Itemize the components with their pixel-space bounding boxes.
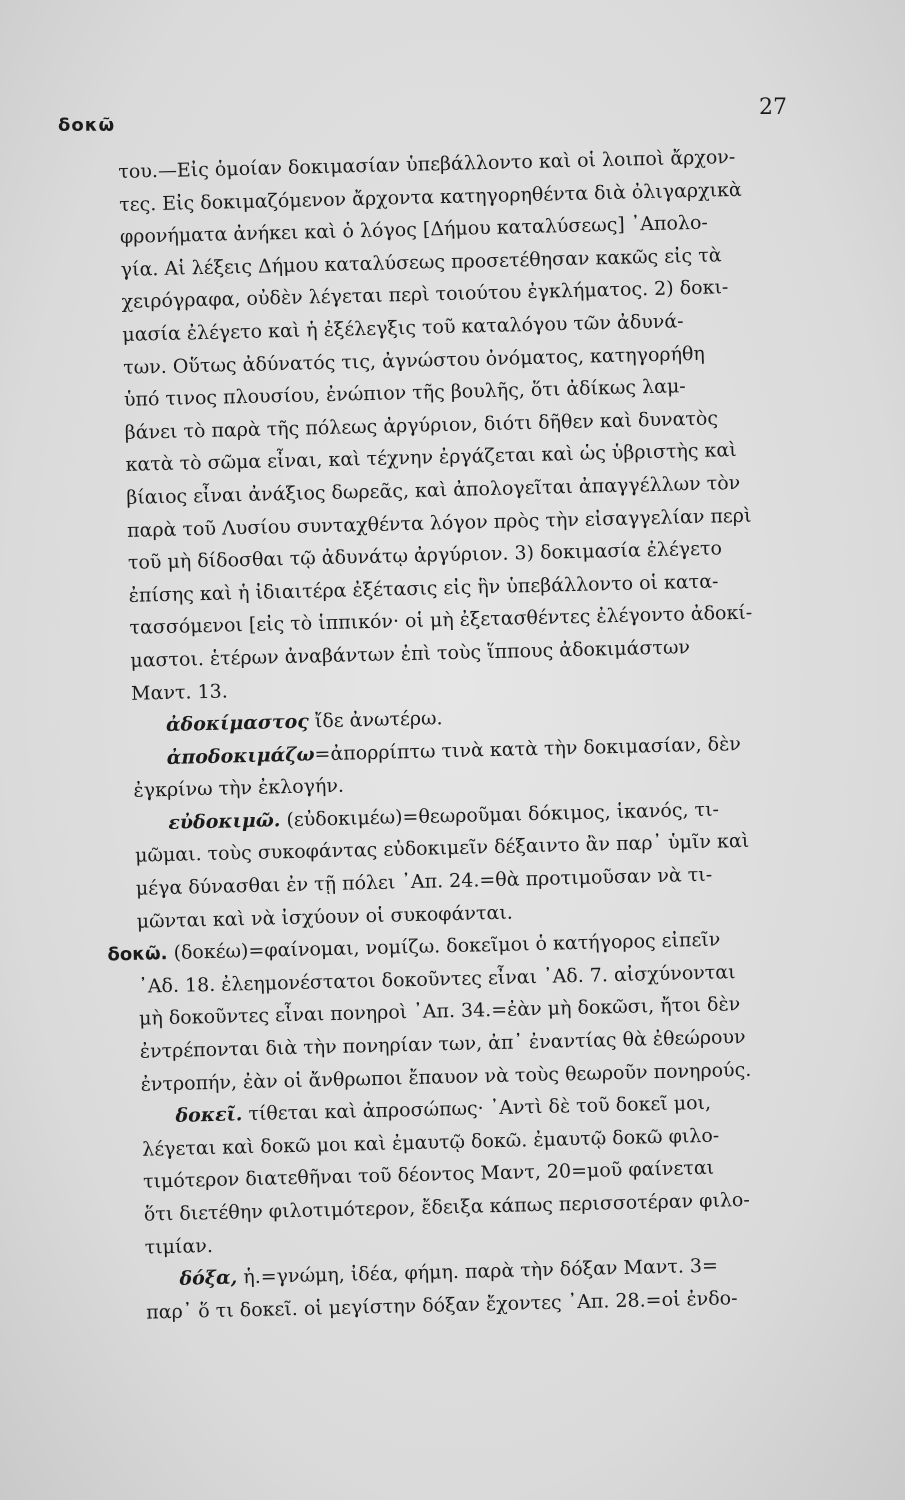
text-line: τοῦ μὴ δίδοσθαι τῷ ἀδυνάτῳ ἀργύριον. 3) δοκιμασία ἐλέγετο <box>127 537 723 575</box>
text-line: Μαντ. 13. <box>130 679 229 705</box>
text-line: γία. Αἱ λέξεις Δήμου καταλύσεως προσετέθησαν κακῶς εἰς τὰ <box>120 244 722 281</box>
lemma: ἀποδοκιμάζω <box>166 743 315 769</box>
text-line: ἐπίσης καὶ ἡ ἰδιαιτέρα ἐξέτασις εἰς ἣν ὑπεβάλλοντο οἱ κατα- <box>128 570 719 607</box>
text-line: λέγεται καὶ δοκῶ μοι καὶ ἐμαυτῷ δοκῶ. ἐμαυτῷ δοκῶ φιλο- <box>142 1124 720 1161</box>
entry-dokei: δοκεῖ. τίθεται καὶ ἀπροσώπως· ᾿Αντὶ δὲ τοῦ δοκεῖ μοι, <box>175 1092 712 1128</box>
text-line: φρονήματα ἀνήκει καὶ ὁ λόγος [Δήμου καταλύσεως] ᾿Απολο- <box>119 211 709 249</box>
text-line: τες. Εἰς δοκιμαζόμενον ἄρχοντα κατηγορηθέντα διὰ ὀλιγαρχικὰ <box>118 178 743 216</box>
lemma: ἀδοκίμαστος <box>165 710 310 737</box>
text-line: μαστοι. ἑτέρων ἀναβάντων ἐπὶ τοὺς ἵππους ἀδοκιμάστων <box>130 636 691 672</box>
text-line: ᾿Αδ. 18. ἐλεημονέστατοι δοκοῦντες εἶναι ᾿Αδ. 7. αἰσχύνονται <box>138 961 736 998</box>
text-line: ἐγκρίνω τὴν ἐκλογήν. <box>133 774 345 803</box>
page-number: 27 <box>759 95 787 120</box>
text-line: ὑπό τινος πλουσίου, ἐνώπιον τῆς βουλῆς, ὅτι ἀδίκως λαμ- <box>123 375 686 412</box>
text-line: του.—Εἰς ὁμοίαν δοκιμασίαν ὑπεβάλλοντο καὶ οἱ λοιποὶ ἄρχον- <box>118 145 736 183</box>
running-head: δοκῶ <box>58 115 116 136</box>
text-line: παρὰ τοῦ Λυσίου συνταχθέντα λόγον πρὸς τὴν εἰσαγγελίαν περὶ <box>126 504 752 542</box>
text-line: βίαιος εἶναι ἀνάξιος δωρεᾶς, καὶ ἀπολογεῖται ἀπαγγέλλων τὸν <box>126 471 741 509</box>
page-header <box>58 95 787 135</box>
entry-adokimastos: ἀδοκίμαστος ἴδε ἀνωτέρω. <box>165 707 443 737</box>
text-line: μῶμαι. τοὺς συκοφάντας εὐδοκιμεῖν δέξαιντο ἂν παρ᾿ ὑμῖν καὶ <box>134 830 750 868</box>
text-line: μὴ δοκοῦντες εἶναι πονηροὶ ᾿Απ. 34.=ἐὰν μὴ δοκῶσι, ἤτοι δὲν <box>138 993 741 1031</box>
lemma: εὐδοκιμῶ. <box>168 809 281 834</box>
entry-apodokimazo: ἀποδοκιμάζω=ἀπορρίπτω τινὰ κατὰ τὴν δοκιμασίαν, δὲν <box>166 732 742 769</box>
text-line: χειρόγραφα, οὐδὲν λέγεται περὶ τοιούτου ἐγκλήματος. 2) δοκι- <box>121 276 729 314</box>
text-line: των. Οὕτως ἀδύνατός τις, ἀγνώστου ὀνόματος, κατηγορήθη <box>122 342 706 379</box>
text-line: μέγα δύνασθαι ἐν τῇ πόλει ᾿Απ. 24.=θὰ προτιμοῦσαν νὰ τι- <box>135 863 713 900</box>
text-body <box>107 139 826 1329</box>
entry-doxa: δόξα, ἡ.=γνώμη, ἰδέα, φήμη. παρὰ τὴν δόξαν Μαντ. 3= <box>179 1254 719 1291</box>
text-line: τιμότερον διατεθῆναι τοῦ δέοντος Μαντ, 20=μοῦ φαίνεται <box>142 1157 715 1194</box>
text-line: κατὰ τὸ σῶμα εἶναι, καὶ τέχνην ἐργάζεται καὶ ὡς ὑβριστὴς καὶ <box>125 439 737 477</box>
text-line: τασσόμενοι [εἰς τὸ ἱππικόν· οἱ μὴ ἐξετασθέντες ἐλέγοντο ἀδοκί- <box>129 601 753 640</box>
text-line: ὅτι διετέθην φιλοτιμότερον, ἔδειξα κάπως περισσοτέραν φιλο- <box>143 1188 751 1226</box>
text-line: βάνει τὸ παρὰ τῆς πόλεως ἀργύριον, διότι δῆθεν καὶ δυνατὸς <box>124 407 719 444</box>
entry-eudokimo: εὐδοκιμῶ. (εὐδοκιμέω)=θεωροῦμαι δόκιμος, ἱκανός, τι- <box>168 798 720 834</box>
lemma: δοκεῖ. <box>175 1103 243 1128</box>
text-line: μῶνται καὶ νὰ ἰσχύουν οἱ συκοφάνται. <box>136 901 514 933</box>
text-line: ἐντρέπονται διὰ τὴν πονηρίαν των, ἀπ᾿ ἐναντίας θὰ ἐθεώρουν <box>139 1025 746 1063</box>
text-line: παρ᾿ ὅ τι δοκεῖ. οἱ μεγίστην δόξαν ἔχοντες ᾿Απ. 28.=οἱ ἐνδο- <box>145 1286 738 1324</box>
lemma: δοκῶ. <box>107 943 168 966</box>
lemma: δόξα, <box>179 1266 238 1291</box>
entry-doko: δοκῶ. (δοκέω)=φαίνομαι, νομίζω. δοκεῖμοι ὁ κατήγορος εἰπεῖν <box>107 928 721 966</box>
text-line: μασία ἐλέγετο καὶ ἡ ἐξέλεγξις τοῦ καταλόγου τῶν ἀδυνά- <box>122 310 684 346</box>
text-line: ἐντροπήν, ἐὰν οἱ ἄνθρωποι ἔπαυον νὰ τοὺς θεωροῦν πονηρούς. <box>140 1058 752 1096</box>
text-line: τιμίαν. <box>144 1234 214 1259</box>
